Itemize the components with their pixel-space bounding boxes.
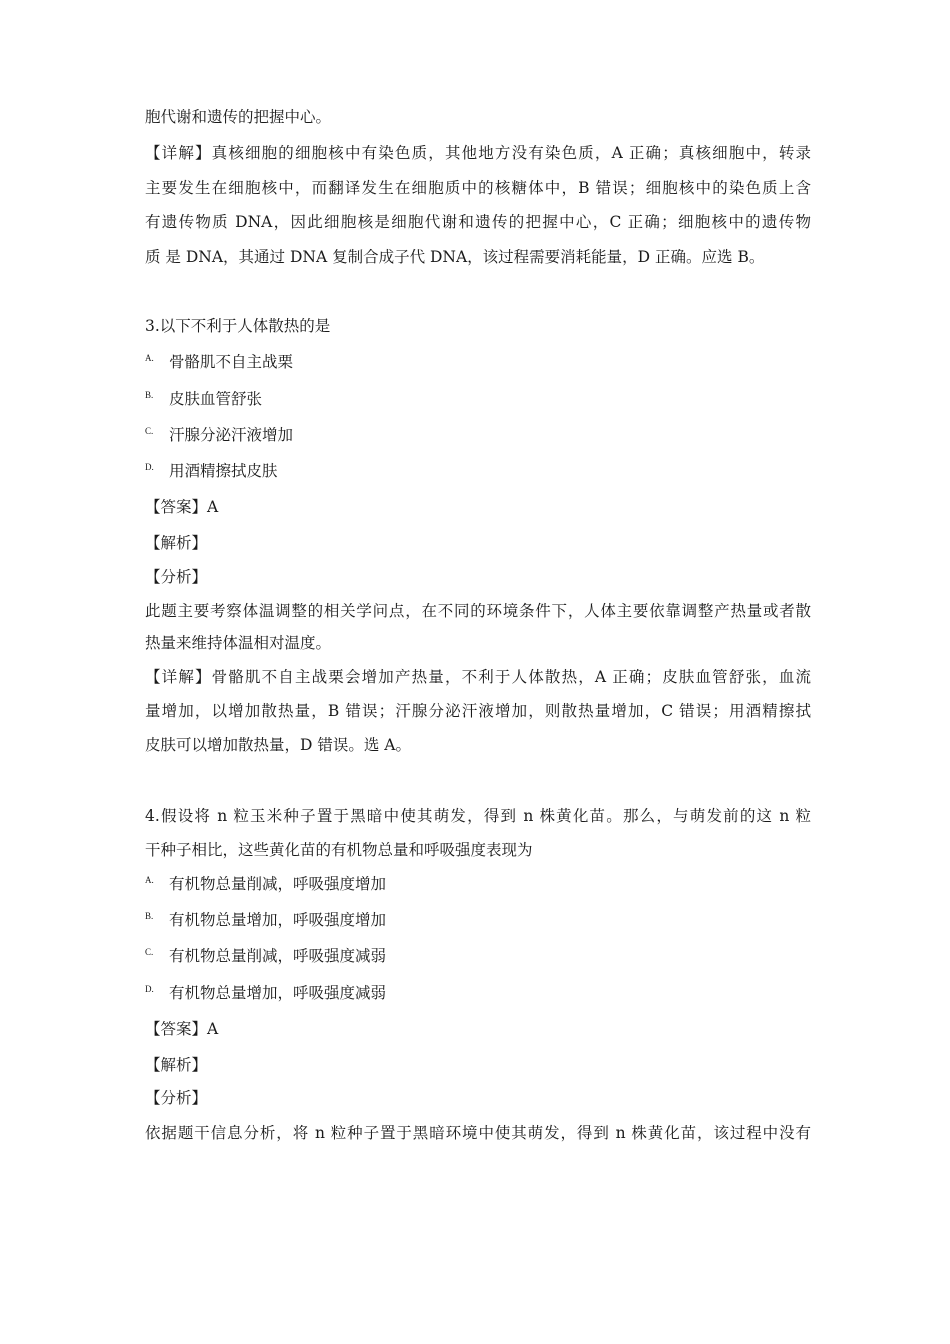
text-line: 【详解】骨骼肌不自主战栗会增加产热量，不利于人体散热，A 正确；皮肤血管舒张，血流 <box>145 668 811 686</box>
text-line: 主要发生在细胞核中，而翻译发生在细胞质中的核糖体中，B 错误；细胞核中的染色质上含 <box>145 179 811 197</box>
question-4-stem: 4.假设将 n 粒玉米种子置于黑暗中使其萌发，得到 n 株黄化苗。那么，与萌发前的这 n 粒 <box>145 807 811 825</box>
text-line: 热量来维持体温相对温度。 <box>145 634 332 652</box>
option-letter: C. <box>145 947 154 957</box>
option-text: 皮肤血管舒张 <box>169 390 263 408</box>
option-text: 汗腺分泌汗液增加 <box>169 426 294 444</box>
answer-label: 【答案】A <box>145 1020 219 1038</box>
option-letter: A. <box>145 875 154 885</box>
option-letter: D. <box>145 462 154 472</box>
question-4-stem: 干种子相比，这些黄化苗的有机物总量和呼吸强度表现为 <box>145 841 533 859</box>
jiexi-label: 【解析】 <box>145 534 208 552</box>
option-text: 有机物总量增加，呼吸强度增加 <box>169 911 387 929</box>
option-letter: D. <box>145 984 154 994</box>
text-line: 胞代谢和遗传的把握中心。 <box>145 108 332 126</box>
option-text: 有机物总量增加，呼吸强度减弱 <box>169 984 387 1002</box>
option-text: 有机物总量削减，呼吸强度减弱 <box>169 947 387 965</box>
jiexi-label: 【解析】 <box>145 1056 208 1074</box>
option-letter: B. <box>145 911 154 921</box>
text-line: 质 是 DNA，其通过 DNA 复制合成子代 DNA，该过程需要消耗能量，D 正确。应选 B。 <box>145 248 765 266</box>
text-line: 此题主要考察体温调整的相关学问点，在不同的环境条件下，人体主要依靠调整产热量或者散 <box>145 602 811 620</box>
text-line: 依据题干信息分析，将 n 粒种子置于黑暗环境中使其萌发，得到 n 株黄化苗，该过程中没有 <box>145 1124 811 1142</box>
fenxi-label: 【分析】 <box>145 568 208 586</box>
text-line: 量增加，以增加散热量，B 错误；汗腺分泌汗液增加，则散热量增加，C 错误；用酒精擦拭 <box>145 702 811 720</box>
fenxi-label: 【分析】 <box>145 1089 208 1107</box>
text-line: 【详解】真核细胞的细胞核中有染色质，其他地方没有染色质，A 正确；真核细胞中，转录 <box>145 144 811 162</box>
text-line: 有遗传物质 DNA，因此细胞核是细胞代谢和遗传的把握中心，C 正确；细胞核中的遗传物 <box>145 213 811 231</box>
option-letter: B. <box>145 390 154 400</box>
text-line: 皮肤可以增加散热量，D 错误。选 A。 <box>145 736 411 754</box>
answer-label: 【答案】A <box>145 498 219 516</box>
option-text: 用酒精擦拭皮肤 <box>169 462 278 480</box>
option-text: 有机物总量削减，呼吸强度增加 <box>169 875 387 893</box>
option-text: 骨骼肌不自主战栗 <box>169 353 294 371</box>
option-letter: A. <box>145 353 154 363</box>
option-letter: C. <box>145 426 154 436</box>
question-3-stem: 3.以下不利于人体散热的是 <box>145 317 331 335</box>
